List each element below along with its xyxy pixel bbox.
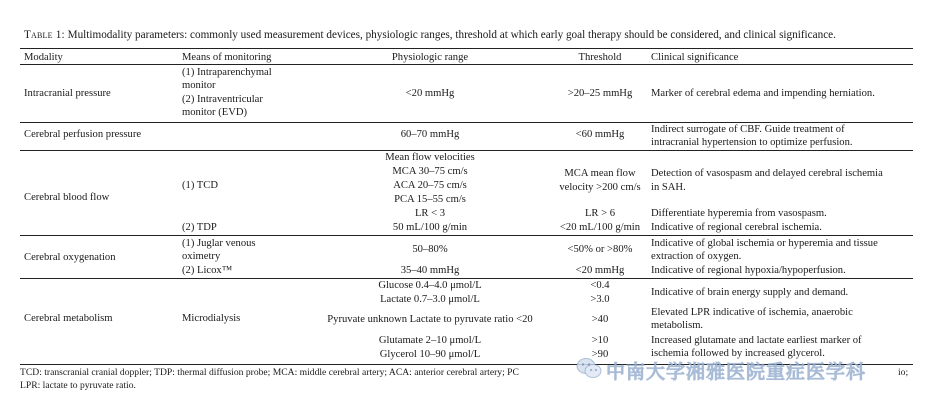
met-threshold-5: >90 (591, 349, 609, 360)
met-range-4: Glutamate 2–10 μmol/L (378, 335, 482, 346)
oxy-licox-threshold: <20 mmHg (575, 265, 625, 276)
icp-threshold: >20–25 mmHg (567, 88, 633, 99)
oxy-jv-significance-2: extraction of oxygen. (651, 251, 742, 262)
header-means: Means of monitoring (182, 52, 272, 63)
met-significance-3: metabolism. (651, 320, 704, 331)
met-range-1: Glucose 0.4–4.0 μmol/L (378, 280, 482, 291)
oxy-modality: Cerebral oxygenation (24, 252, 116, 263)
header-rule (20, 64, 913, 65)
cpp-significance-1: Indirect surrogate of CBF. Guide treatment of (651, 124, 845, 135)
header-threshold: Threshold (578, 52, 622, 63)
oxy-licox-range: 35–40 mmHg (400, 265, 460, 276)
wechat-logo-icon (575, 356, 603, 380)
caption-text: Multimodality parameters: commonly used measurement devices, physiologic ranges, threshold at which early goal therapy should be considered, and clinical significance. (67, 29, 836, 41)
cbf-threshold-1: MCA mean flow (564, 168, 636, 179)
cbf-range-1: Mean flow velocities (385, 152, 475, 163)
header-significance: Clinical significance (651, 52, 739, 63)
cbf-modality: Cerebral blood flow (24, 192, 110, 203)
oxy-jv-significance-1: Indicative of global ischemia or hyperemia and tissue (651, 238, 878, 249)
met-threshold-4: >10 (591, 335, 609, 346)
oxy-jv-range: 50–80% (412, 244, 448, 255)
cbf-range-5: LR < 3 (414, 208, 446, 219)
oxy-licox-means: (2) Licox™ (182, 265, 233, 276)
met-modality: Cerebral metabolism (24, 313, 113, 324)
met-range-3: Pyruvate unknown Lactate to pyruvate ratio <20 (327, 314, 533, 325)
icp-range: <20 mmHg (405, 88, 455, 99)
header-range: Physiologic range (391, 52, 469, 63)
cbf-range-3: ACA 20–75 cm/s (393, 180, 467, 191)
icp-means-3: (2) Intraventricular (182, 94, 263, 105)
met-threshold-2: >3.0 (590, 294, 610, 305)
table-caption (24, 29, 836, 41)
footnote-line-1-end: io; (898, 367, 909, 378)
cbf-tdp-range: 50 mL/100 g/min (392, 222, 468, 233)
icp-means-2: monitor (182, 80, 216, 91)
cbf-threshold-2: velocity >200 cm/s (559, 182, 641, 193)
icp-significance: Marker of cerebral edema and impending herniation. (651, 88, 875, 99)
met-range-2: Lactate 0.7–3.0 μmol/L (380, 294, 480, 305)
cbf-tcd-means: (1) TCD (182, 180, 218, 191)
met-threshold-3: >40 (591, 314, 609, 325)
cpp-threshold: <60 mmHg (575, 129, 625, 140)
oxy-jv-threshold: <50% or >80% (567, 244, 633, 255)
footnote-line-1: TCD: transcranial cranial doppler; TDP: thermal diffusion probe; MCA: middle cerebral artery; ACA: anterior cerebral artery; PC (20, 367, 519, 378)
cbf-tdp-means: (2) TDP (182, 222, 217, 233)
met-significance-4: Increased glutamate and lactate earliest marker of (651, 335, 862, 346)
icp-means-4: monitor (EVD) (182, 107, 248, 118)
cbf-significance-2: in SAH. (651, 182, 686, 193)
table-label: Table 1: (24, 29, 65, 41)
cbf-significance-1: Detection of vasospasm and delayed cerebral ischemia (651, 168, 883, 179)
cbf-significance-3: Differentiate hyperemia from vasospasm. (651, 208, 827, 219)
cpp-range: 60–70 mmHg (400, 129, 460, 140)
footnote-line-2: LPR: lactate to pyruvate ratio. (20, 380, 136, 391)
met-significance-5: ischemia followed by increased glycerol. (651, 348, 825, 359)
met-means: Microdialysis (182, 313, 241, 324)
icp-modality: Intracranial pressure (24, 88, 111, 99)
oxy-licox-significance: Indicative of regional hypoxia/hypoperfusion. (651, 265, 846, 276)
top-rule (20, 48, 913, 49)
cbf-tdp-threshold: <20 mL/100 g/min (559, 222, 641, 233)
met-significance-2: Elevated LPR indicative of ischemia, anaerobic (651, 307, 853, 318)
watermark: 中南大学湘雅医院重症医学科 (606, 361, 867, 383)
cbf-range-4: PCA 15–55 cm/s (394, 194, 466, 205)
met-significance-1: Indicative of brain energy supply and demand. (651, 287, 849, 298)
cpp-modality: Cerebral perfusion pressure (24, 129, 142, 140)
cbf-range-2: MCA 30–75 cm/s (392, 166, 468, 177)
cbf-threshold-3: LR > 6 (584, 208, 616, 219)
row-rule (20, 235, 913, 236)
met-threshold-1: <0.4 (590, 280, 610, 291)
met-range-5: Glycerol 10–90 μmol/L (379, 349, 481, 360)
cpp-significance-2: intracranial hypertension to optimize perfusion. (651, 137, 853, 148)
cbf-tdp-significance: Indicative of regional cerebral ischemia. (651, 222, 822, 233)
icp-means-1: (1) Intraparenchymal (182, 67, 272, 78)
header-modality: Modality (24, 52, 63, 63)
oxy-jv-means-2: oximetry (182, 251, 221, 262)
oxy-jv-means-1: (1) Juglar venous (182, 238, 256, 249)
